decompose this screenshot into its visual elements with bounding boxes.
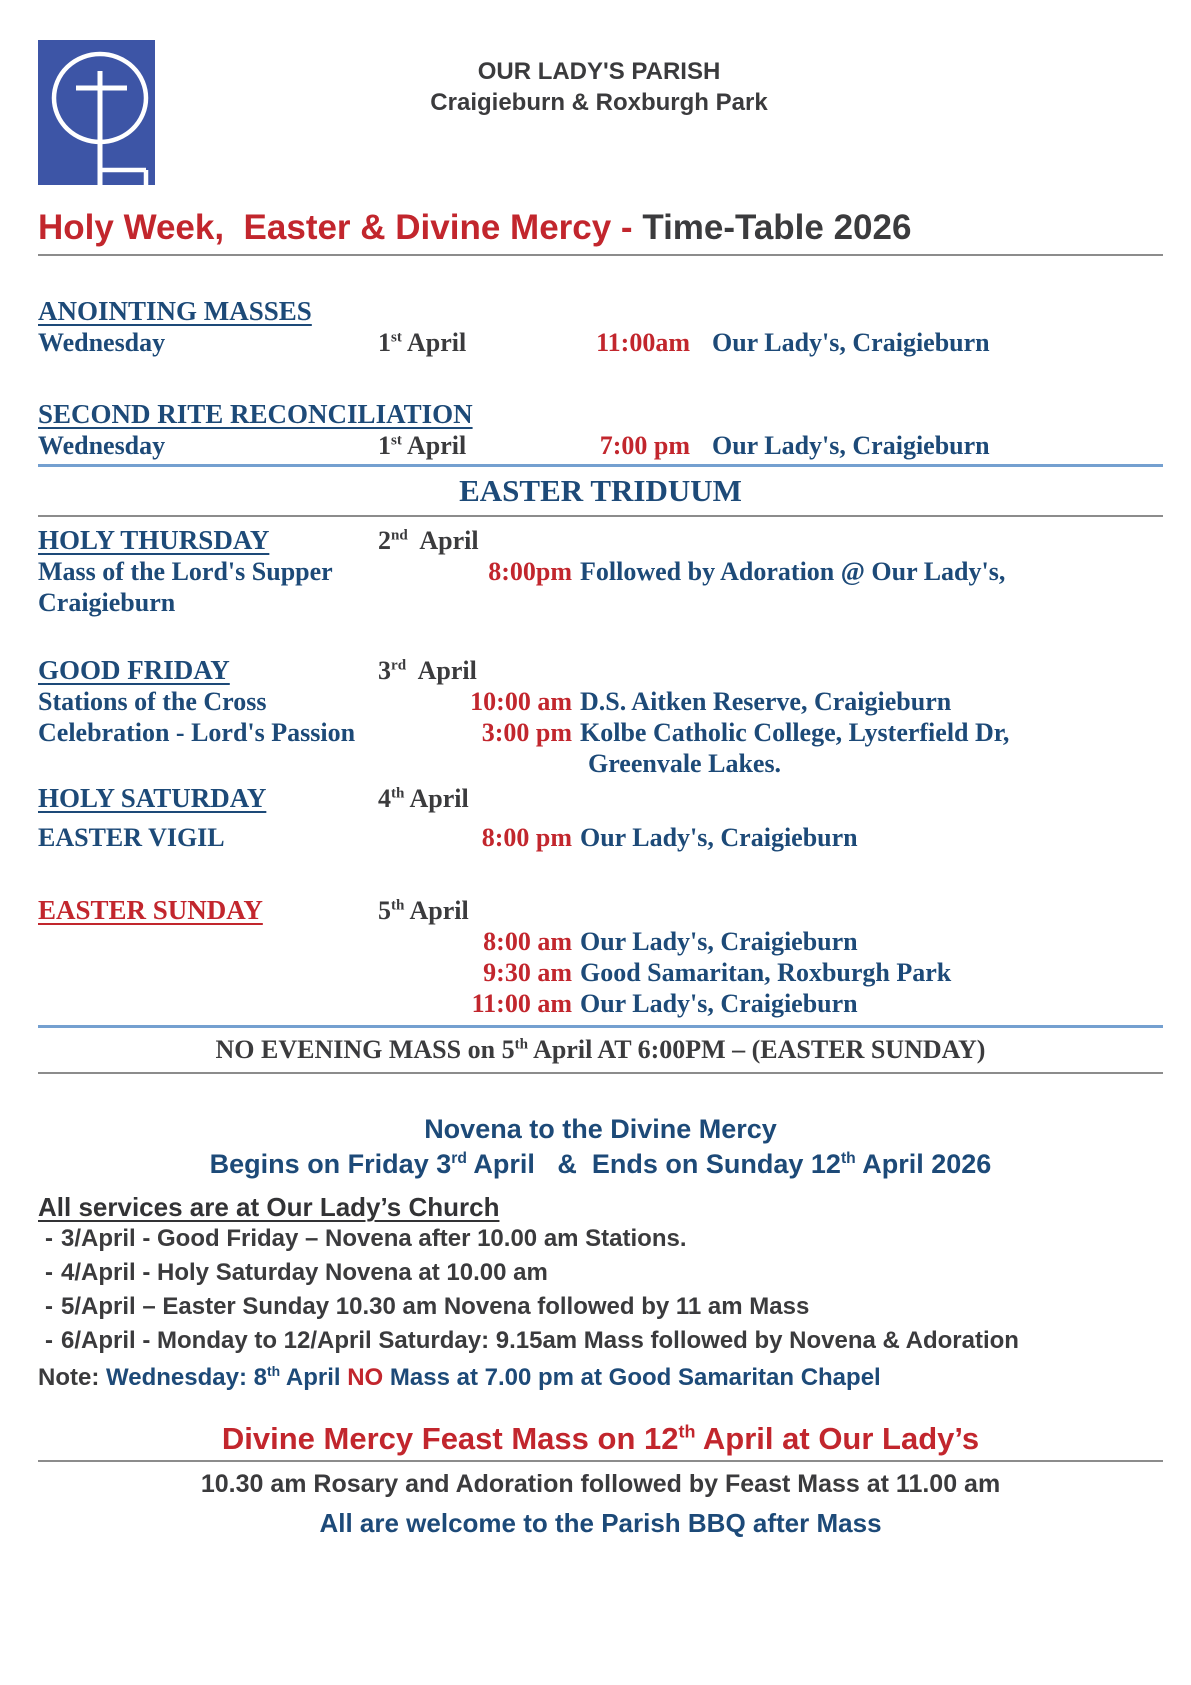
easter-sunday-time: 8:00 am	[483, 927, 572, 956]
holy-thursday-heading-row	[38, 525, 1163, 556]
good-friday-time: 3:00 pm	[481, 718, 572, 747]
reconciliation-location: Our Lady's, Craigieburn	[712, 431, 990, 460]
holy-saturday-heading: HOLY SATURDAY	[38, 783, 267, 813]
page-title-dark: Time-Table 2026	[642, 208, 912, 247]
good-friday-heading: GOOD FRIDAY	[38, 655, 230, 685]
easter-vigil-location: Our Lady's, Craigieburn	[580, 823, 858, 852]
easter-sunday-date: 5th April	[378, 896, 469, 925]
easter-sunday-heading-row	[38, 895, 1163, 926]
bullet-text: 5/April – Easter Sunday 10.30 am Novena followed by 11 am Mass	[61, 1293, 810, 1320]
holy-thursday-date: 2nd April	[378, 526, 479, 555]
divider-below-notice	[38, 1072, 1163, 1074]
feast-title: Divine Mercy Feast Mass on 12th April at Our Lady’s	[221, 1421, 980, 1456]
anointing-location: Our Lady's, Craigieburn	[712, 328, 990, 357]
holy-thursday-service: Mass of the Lord's Supper	[38, 557, 333, 586]
easter-vigil-row	[38, 822, 1163, 853]
easter-sunday-heading: EASTER SUNDAY	[38, 895, 263, 925]
anointing-day: Wednesday	[38, 328, 166, 357]
header	[38, 40, 1163, 185]
bullet-dash: -	[45, 1225, 53, 1252]
reconciliation-day: Wednesday	[38, 431, 166, 460]
feast-bbq-line: All are welcome to the Parish BBQ after Mass	[319, 1508, 882, 1538]
good-friday-service: Celebration - Lord's Passion	[38, 718, 356, 747]
easter-sunday-time: 11:00 am	[471, 989, 572, 1018]
feast-rosary-line: 10.30 am Rosary and Adoration followed by Feast Mass at 11.00 am	[200, 1470, 1001, 1498]
bullet-dash: -	[45, 1259, 53, 1286]
easter-sunday-location: Our Lady's, Craigieburn	[580, 989, 858, 1018]
holy-thursday-heading: HOLY THURSDAY	[38, 525, 270, 555]
good-friday-location: D.S. Aitken Reserve, Craigieburn	[580, 687, 952, 716]
holy-saturday-heading-row	[38, 783, 1163, 814]
section-feast	[38, 1418, 1163, 1540]
good-friday-heading-row	[38, 655, 1163, 686]
bullet-text: 6/April - Monday to 12/April Saturday: 9.15am Mass followed by Novena & Adoration	[61, 1327, 1019, 1354]
novena-bullet-item	[38, 1290, 1163, 1324]
section-anointing	[38, 296, 1163, 359]
section-reconciliation	[38, 399, 1163, 462]
easter-vigil-time: 8:00 pm	[481, 823, 572, 852]
section-easter-sunday	[38, 895, 1163, 1019]
good-friday-location-cont: Greenvale Lakes.	[588, 749, 782, 778]
novena-note: Note: Wednesday: 8th April NO Mass at 7.00 pm at Good Samaritan Chapel	[38, 1363, 881, 1391]
reconciliation-row	[38, 430, 1163, 462]
section-holy-thursday	[38, 525, 1163, 618]
holy-thursday-service-row	[38, 556, 1163, 587]
holy-saturday-date: 4th April	[378, 784, 469, 813]
anointing-time: 11:00am	[596, 328, 690, 357]
easter-sunday-time: 9:30 am	[483, 958, 572, 987]
section-good-friday	[38, 655, 1163, 779]
easter-sunday-mass-row	[38, 988, 1163, 1019]
good-friday-location: Kolbe Catholic College, Lysterfield Dr,	[580, 718, 1010, 747]
parish-logo	[38, 40, 155, 185]
easter-sunday-mass-row	[38, 957, 1163, 988]
easter-vigil-label: EASTER VIGIL	[38, 823, 225, 852]
novena-bullet-item	[38, 1324, 1163, 1358]
anointing-date: 1st April	[378, 328, 467, 357]
holy-thursday-detail-cont: Craigieburn	[38, 588, 176, 617]
parish-name: OUR LADY'S PARISH	[477, 58, 721, 85]
good-friday-date: 3rd April	[378, 656, 477, 685]
novena-dates: Begins on Friday 3rd April & Ends on Sunday 12th April 2026	[209, 1149, 992, 1179]
good-friday-row	[38, 717, 1163, 748]
bullet-text: 3/April - Good Friday – Novena after 10.00 am Stations.	[61, 1225, 687, 1252]
holy-thursday-detail: Followed by Adoration @ Our Lady's,	[580, 557, 1006, 586]
anointing-heading: ANOINTING MASSES	[38, 296, 312, 326]
good-friday-service: Stations of the Cross	[38, 687, 267, 716]
parish-suburbs: Craigieburn & Roxburgh Park	[430, 89, 768, 116]
easter-sunday-mass-row	[38, 926, 1163, 957]
section-novena	[38, 1112, 1163, 1396]
parish-name-block	[155, 40, 1163, 118]
holy-thursday-continuation-row	[38, 587, 1163, 618]
novena-bullet-item	[38, 1256, 1163, 1290]
novena-bullet-item	[38, 1222, 1163, 1256]
bullet-dash: -	[45, 1293, 53, 1320]
good-friday-row	[38, 686, 1163, 717]
novena-title: Novena to the Divine Mercy	[424, 1114, 777, 1144]
no-evening-mass-notice: NO EVENING MASS on 5th April AT 6:00PM – (EASTER SUNDAY)	[215, 1035, 986, 1064]
page-title	[38, 207, 1163, 249]
reconciliation-heading: SECOND RITE RECONCILIATION	[38, 399, 473, 429]
bullet-text: 4/April - Holy Saturday Novena at 10.00 am	[61, 1259, 548, 1286]
easter-sunday-location: Good Samaritan, Roxburgh Park	[580, 958, 952, 987]
reconciliation-date: 1st April	[378, 431, 467, 460]
good-friday-time: 10:00 am	[470, 687, 572, 716]
good-friday-location-continuation-row	[38, 748, 1163, 779]
holy-thursday-time: 8:00pm	[488, 557, 572, 586]
triduum-banner: EASTER TRIDUUM	[459, 473, 742, 508]
divider-under-title	[38, 254, 1163, 256]
bullet-dash: -	[45, 1327, 53, 1354]
section-holy-saturday	[38, 783, 1163, 853]
divider-below-triduum	[38, 515, 1163, 517]
novena-services-heading: All services are at Our Lady’s Church	[38, 1192, 500, 1222]
easter-sunday-location: Our Lady's, Craigieburn	[580, 927, 858, 956]
anointing-row	[38, 327, 1163, 359]
page-title-red: Holy Week, Easter & Divine Mercy -	[38, 208, 643, 247]
reconciliation-time: 7:00 pm	[599, 431, 690, 460]
